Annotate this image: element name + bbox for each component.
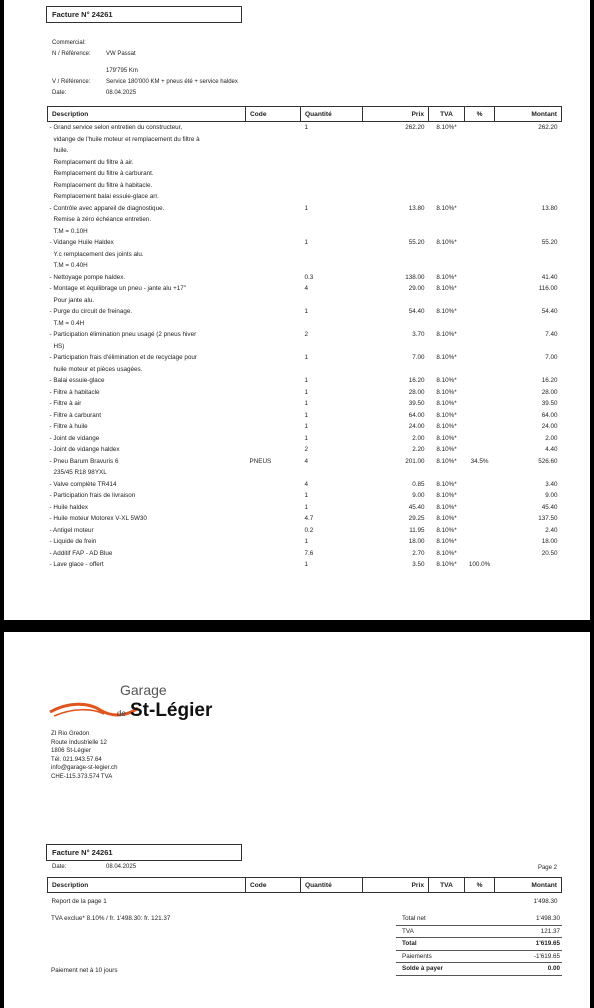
item-code	[246, 490, 301, 502]
item-price: 3.70	[412, 331, 425, 338]
item-quantity: 1	[304, 388, 309, 396]
col-header-price: Prix	[363, 878, 429, 893]
item-code	[246, 559, 301, 571]
item-tva: 8.10%*	[436, 480, 457, 488]
item-discount	[465, 375, 495, 387]
item-code	[246, 306, 301, 329]
table-row	[48, 283, 562, 306]
item-code	[246, 122, 301, 203]
invoice-title: Facture N° 24261	[52, 10, 113, 19]
item-quantity: 0.2	[304, 526, 314, 534]
item-price: 45.40	[408, 503, 425, 511]
payment-terms: Paiement net à 10 jours	[51, 967, 118, 974]
item-price: 11.95	[409, 526, 425, 534]
item-discount	[465, 329, 495, 352]
item-price: 2.70	[412, 549, 425, 557]
item-code	[246, 283, 301, 306]
item-quantity: 0.3	[304, 273, 314, 281]
address-line: info@garage-st-legier.ch	[51, 764, 118, 771]
garage-address	[51, 730, 117, 781]
col-header-code: Code	[246, 107, 301, 122]
item-quantity: 1	[304, 434, 309, 442]
total-label: Total	[402, 940, 417, 947]
totals-row	[396, 938, 562, 951]
item-price: 138.00	[405, 273, 425, 281]
item-amount: 54.40	[541, 308, 558, 315]
item-description: - Lave glace - offert	[49, 561, 104, 568]
item-quantity: 4	[304, 457, 309, 465]
item-quantity: 4	[304, 480, 309, 488]
item-quantity: 1	[304, 308, 309, 315]
item-code	[246, 433, 301, 445]
col-header-description: Description	[48, 878, 246, 893]
table-row	[48, 410, 562, 422]
item-amount: 3.40	[545, 480, 558, 488]
item-quantity: 1	[304, 124, 309, 131]
item-tva: 8.10%*	[436, 124, 457, 131]
report-label: Report de la page 1	[51, 898, 107, 905]
meta-row: 179'795 Km	[106, 68, 138, 74]
report-value: 1'498.30	[533, 898, 558, 905]
item-discount	[465, 306, 495, 329]
meta-row: N / Référence: VW Passat	[52, 51, 136, 57]
table-row	[48, 398, 562, 410]
item-tva: 8.10%*	[436, 331, 457, 338]
item-description: - Huile moteur Motorex V-XL 5W30	[49, 515, 147, 522]
item-quantity: 2	[304, 446, 309, 453]
meta-row: V / Référence: Service 180'000 KM + pneus été + service haldex	[52, 79, 238, 85]
item-quantity: 1	[304, 354, 309, 361]
item-tva: 8.10%*	[436, 446, 457, 453]
item-code	[246, 203, 301, 238]
item-price: 9.00	[412, 492, 425, 499]
item-discount	[465, 536, 495, 548]
item-tva: 8.10%*	[436, 492, 457, 499]
table-row	[48, 306, 562, 329]
table-row	[48, 237, 562, 272]
totals-table	[396, 913, 562, 976]
item-quantity: 1	[304, 492, 309, 499]
item-code	[246, 410, 301, 422]
item-description: - Participation élimination pneu usagé (2 pneus hiver HS)	[49, 331, 197, 350]
item-tva: 8.10%*	[436, 308, 457, 315]
item-amount: 116.00	[538, 285, 558, 292]
swoosh-icon	[48, 698, 140, 720]
item-code	[246, 536, 301, 548]
item-discount	[465, 502, 495, 514]
item-price: 39.50	[408, 400, 425, 407]
item-quantity: 1	[304, 400, 309, 407]
item-price: 0.85	[412, 480, 425, 488]
item-price: 55.20	[408, 239, 425, 246]
meta-row: Commercial:	[52, 40, 86, 46]
item-discount	[465, 272, 495, 284]
item-tva: 8.10%*	[436, 549, 457, 557]
table-row	[48, 513, 562, 525]
item-description: - Balai essuie-glace	[49, 377, 105, 384]
col-header-price: Prix	[363, 107, 429, 122]
item-discount	[465, 548, 495, 560]
item-quantity: 1	[304, 204, 309, 212]
item-discount: 34.5%	[470, 457, 489, 465]
item-quantity: 4	[304, 285, 309, 292]
totals-row	[396, 963, 562, 976]
item-code	[246, 513, 301, 525]
meta-row: Date: 08.04.2025	[52, 90, 137, 96]
table-row	[48, 490, 562, 502]
invoice-title: Facture N° 24261	[52, 848, 113, 857]
invoice-title-box	[46, 844, 242, 861]
totals-body	[396, 913, 562, 975]
item-quantity: 1	[304, 503, 309, 511]
item-price: 28.00	[408, 388, 425, 396]
item-tva: 8.10%*	[436, 503, 457, 511]
item-description: - Liquide de frein	[49, 538, 97, 545]
item-code	[246, 375, 301, 387]
item-amount: 4.40	[545, 446, 558, 453]
item-description: - Antigel moteur	[49, 526, 94, 534]
item-amount: 9.00	[545, 492, 558, 499]
item-quantity: 1	[304, 377, 309, 384]
date-label: Date:	[52, 864, 67, 870]
invoice-page-2	[4, 632, 590, 1008]
item-discount: 100.0%	[468, 561, 491, 568]
item-description: - Purge du circuit de freinage. T.M = 0.4H	[49, 308, 133, 327]
item-price: 7.00	[412, 354, 425, 361]
item-amount: 7.40	[545, 331, 558, 338]
item-price: 16.20	[408, 377, 425, 384]
item-discount	[465, 283, 495, 306]
item-code	[246, 525, 301, 537]
item-tva: 8.10%*	[436, 400, 457, 407]
item-discount	[465, 421, 495, 433]
item-discount	[465, 122, 495, 203]
item-price: 3.50	[412, 561, 425, 568]
item-price: 18.00	[408, 538, 425, 545]
item-code	[246, 421, 301, 433]
col-header-amount: Montant	[495, 878, 562, 893]
total-value: 1'498.30	[536, 915, 560, 922]
item-tva: 8.10%*	[436, 561, 457, 568]
invoice-title-box	[46, 6, 242, 23]
item-amount: 526.60	[538, 457, 558, 465]
item-discount	[465, 525, 495, 537]
item-code	[246, 237, 301, 272]
total-label: TVA	[402, 927, 414, 935]
item-code: PNEUS	[249, 457, 272, 465]
col-header-quantity: Quantité	[301, 107, 363, 122]
item-description: - Participation frais d'élimination et de recyclage pour huile moteur et pièces usagées.	[49, 354, 198, 373]
invoice-meta	[52, 38, 238, 99]
table-row	[48, 421, 562, 433]
table-row	[48, 272, 562, 284]
address-line: ZI Rio Gredon	[51, 730, 90, 737]
item-code	[246, 548, 301, 560]
item-amount: 28.00	[541, 388, 558, 396]
item-quantity: 7.6	[304, 549, 314, 557]
date-row	[52, 864, 136, 870]
table-row	[48, 375, 562, 387]
total-label: Solde à payer	[402, 965, 443, 972]
item-description: - Joint de vidange haldex	[49, 446, 120, 453]
totals-row	[396, 913, 562, 925]
item-price: 29.25	[408, 515, 425, 522]
table-row	[48, 122, 562, 203]
address-line: CHE-115.373.574 TVA	[51, 772, 113, 780]
total-label: Paiements	[402, 952, 432, 960]
item-discount	[465, 490, 495, 502]
item-quantity: 1	[304, 411, 309, 419]
item-description: - Contrôle avec appareil de diagnostique. Remise à zéro échéance entretien. T.M = 0.10H	[49, 204, 165, 235]
item-price: 24.00	[408, 423, 425, 430]
table-header-row	[48, 107, 562, 122]
table-row	[48, 329, 562, 352]
item-description: - Filtre à carburant	[49, 411, 101, 419]
total-value: 0.00	[547, 965, 560, 972]
item-description: - Grand service selon entretien du constructeur, vidange de l'huile moteur et remplacement du filtre à huile. Remplacement du filtre à air. Remplacement du filtre à carburant. Remplacement du filtre à habitacle. Remplacement balai essuie-glace arr.	[49, 124, 200, 200]
item-amount: 18.00	[541, 538, 558, 545]
item-description: - Filtre à habitacle	[49, 388, 100, 396]
item-description: - Montage et équilibrage un pneu - jante alu +17" Pour jante alu.	[49, 285, 186, 304]
item-amount: 24.00	[541, 423, 558, 430]
date-value: 08.04.2025	[106, 864, 137, 870]
item-amount: 137.50	[538, 515, 558, 522]
address-line: Tél. 021.943.57.64	[51, 755, 102, 763]
item-description: - Participation frais de livraison	[49, 492, 136, 499]
item-price: 262.20	[405, 124, 425, 131]
item-tva: 8.10%*	[436, 434, 457, 442]
item-price: 2.00	[412, 434, 425, 442]
item-discount	[465, 387, 495, 399]
item-quantity: 4.7	[304, 515, 314, 522]
item-tva: 8.10%*	[436, 388, 457, 396]
invoice-page-1	[4, 0, 590, 620]
item-amount	[495, 559, 562, 571]
item-description: - Filtre à huile	[49, 423, 88, 430]
item-price: 201.00	[405, 457, 425, 465]
item-code	[246, 502, 301, 514]
table-row	[48, 525, 562, 537]
item-tva: 8.10%*	[436, 377, 457, 384]
report-row	[48, 893, 562, 908]
item-tva: 8.10%*	[436, 423, 457, 430]
item-description: - Filtre à air	[49, 400, 82, 407]
address-line: 1806 St-Légier	[51, 747, 91, 754]
item-amount: 39.50	[541, 400, 558, 407]
item-tva: 8.10%*	[436, 285, 457, 292]
item-discount	[465, 203, 495, 238]
item-code	[246, 329, 301, 352]
item-tva: 8.10%*	[436, 538, 457, 545]
total-value: 1'619.65	[535, 940, 560, 947]
col-header-quantity: Quantité	[301, 878, 363, 893]
item-amount: 64.00	[541, 411, 558, 419]
line-items-body	[48, 122, 562, 571]
line-items-table	[47, 106, 562, 571]
item-amount: 55.20	[541, 239, 558, 246]
totals-row	[396, 950, 562, 963]
item-amount: 262.20	[538, 124, 558, 131]
table-row	[48, 352, 562, 375]
item-tva: 8.10%*	[436, 457, 457, 465]
total-value: -1'619.65	[533, 952, 560, 960]
item-amount: 20.50	[541, 549, 558, 557]
table-row	[48, 502, 562, 514]
item-amount: 2.00	[545, 434, 558, 442]
item-tva: 8.10%*	[436, 239, 457, 246]
col-header-amount: Montant	[495, 107, 562, 122]
summary-table	[47, 877, 562, 907]
item-amount: 13.80	[541, 204, 558, 212]
item-price: 29.00	[408, 285, 425, 292]
item-discount	[465, 433, 495, 445]
item-code	[246, 352, 301, 375]
item-amount: 45.40	[541, 503, 558, 511]
tva-note: TVA exclue* 8.10% / fr. 1'498.30: fr. 121.37	[51, 915, 171, 922]
total-label: Total net	[402, 915, 426, 922]
col-header-percent: %	[465, 878, 495, 893]
col-header-description: Description	[48, 107, 246, 122]
item-description: - Pneu Barum Bravuris 6 235/45 R18 98YXL	[49, 457, 119, 476]
item-quantity: 1	[304, 239, 309, 246]
table-row	[48, 548, 562, 560]
item-description: - Joint de vidange	[49, 434, 100, 442]
item-tva: 8.10%*	[436, 526, 457, 534]
table-row	[48, 444, 562, 456]
item-price: 13.80	[408, 204, 425, 212]
item-quantity: 1	[304, 423, 309, 430]
item-tva: 8.10%*	[436, 515, 457, 522]
item-quantity: 1	[304, 561, 309, 568]
item-description: - Additif FAP - AD Blue	[49, 549, 113, 557]
item-discount	[465, 398, 495, 410]
item-price: 64.00	[408, 411, 425, 419]
item-description: - Huile haldex	[49, 503, 89, 511]
page-number: Page 2	[537, 865, 557, 871]
item-discount	[465, 237, 495, 272]
item-discount	[465, 513, 495, 525]
item-price: 2.20	[412, 446, 425, 453]
col-header-code: Code	[246, 878, 301, 893]
item-discount	[465, 444, 495, 456]
item-tva: 8.10%*	[436, 411, 457, 419]
garage-logo	[48, 682, 228, 726]
item-tva: 8.10%*	[436, 354, 457, 361]
logo-name-text: St-Légier	[130, 700, 213, 721]
table-row	[48, 559, 562, 571]
table-row	[48, 387, 562, 399]
item-quantity: 1	[304, 538, 309, 545]
item-description: - Nettoyage pompe haldex.	[49, 273, 126, 281]
item-tva: 8.10%*	[436, 273, 457, 281]
table-row	[48, 536, 562, 548]
item-description: - Vidange Huile Haldex Y.c remplacement des joints alu. T.M = 0.40H	[49, 239, 144, 269]
item-discount	[465, 410, 495, 422]
item-code	[246, 479, 301, 491]
total-value: 121.37	[540, 927, 560, 935]
item-discount	[465, 479, 495, 491]
item-quantity: 2	[304, 331, 309, 338]
item-amount: 41.40	[541, 273, 558, 281]
logo-garage-text: Garage	[120, 682, 167, 698]
col-header-percent: %	[465, 107, 495, 122]
address-line: Route Industrielle 12	[51, 738, 107, 746]
item-amount: 2.40	[545, 526, 558, 534]
item-tva: 8.10%*	[436, 204, 457, 212]
item-code	[246, 398, 301, 410]
table-row	[48, 456, 562, 479]
table-row	[48, 479, 562, 491]
item-code	[246, 272, 301, 284]
item-code	[246, 444, 301, 456]
item-code	[246, 387, 301, 399]
table-row	[48, 203, 562, 238]
totals-row	[396, 925, 562, 938]
table-header-row	[48, 878, 562, 893]
item-discount	[465, 352, 495, 375]
logo-de-text: de	[117, 709, 126, 718]
item-amount: 7.00	[545, 354, 558, 361]
table-row	[48, 433, 562, 445]
col-header-tva: TVA	[429, 107, 465, 122]
item-amount: 16.20	[541, 377, 558, 384]
item-price: 54.40	[408, 308, 425, 315]
col-header-tva: TVA	[429, 878, 465, 893]
item-description: - Valve complète TR414	[49, 480, 117, 488]
